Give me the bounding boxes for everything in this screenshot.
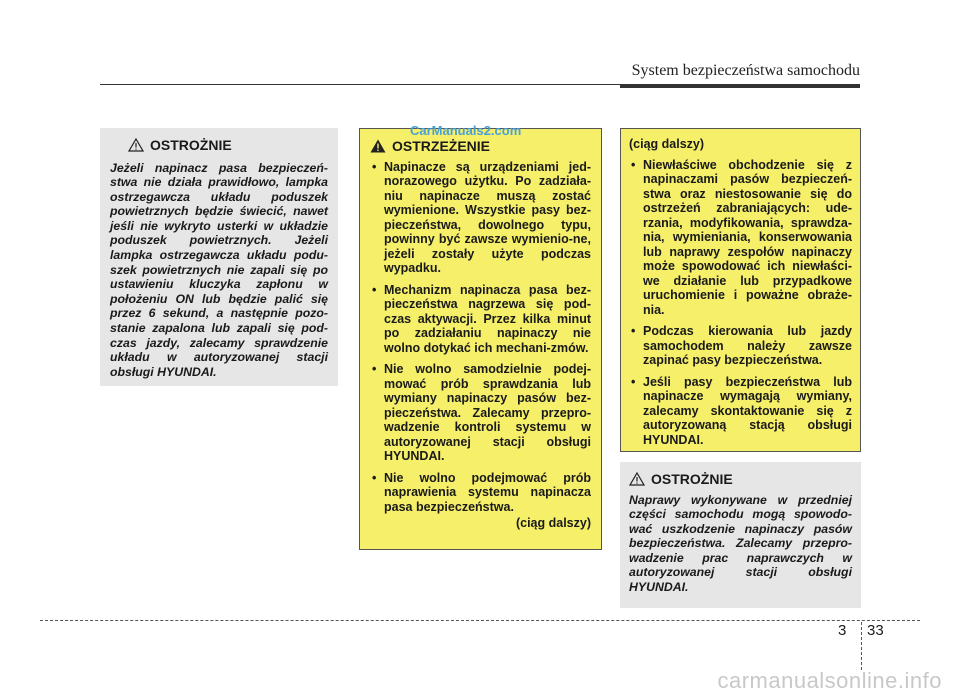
list-item: • Jeśli pasy bezpieczeństwa lub napinacze wymagają wymiany, zalecamy skontaktowanie się z autoryzowaną stacją obsługi HYUNDAI. [629,375,852,448]
warning-box-right-list [629,158,852,448]
warning-triangle-solid-icon [370,139,386,153]
caution-box-left-title: OSTROŻNIE [150,137,232,153]
list-item: • Napinacze są urządzeniami jed-norazowego użytku. Po zadziała-niu napinacze muszą zostać wymienione. Wszystkie pasy bez-pieczeństwa, dowolnego typu, powinny być zawsze wymienio-ne, jeżeli zostały użyte podczas wypadku. [370,160,591,276]
warning-box-middle-list [370,160,591,515]
caution-box-left [100,128,338,386]
page-header-title: System bezpieczeństwa samochodu [631,62,860,79]
caution-box-right-text: Naprawy wykonywane w przedniej części samochodu mogą spowodo-wać uszkodzenie napinaczy pasów bezpieczeństwa. Zalecamy przepro-wadzenie prac naprawczych w autoryzowanej stacji obsługi HYUNDAI. [629,492,852,594]
list-item: • Nie wolno samodzielnie podej-mować prób sprawdzania lub wymiany napinaczy pasów bez-pieczeństwa. Zalecamy przepro-wadzenie kontroli systemu w autoryzowanej stacji obsługi HYUNDAI. [370,362,591,464]
watermark-top: CarManuals2.com [410,123,522,138]
continued-label: (ciąg dalszy) [515,516,591,530]
warning-box-right [620,128,861,452]
section-number: 3 [838,622,847,639]
header-accent-bar [620,84,860,88]
list-item: • Mechanizm napinacza pasa bez-pieczeństwa nagrzewa się pod-czas aktywacji. Przez kilka minut po zadziałaniu napinaczy nie wolno dotykać ich mechani-zmów. [370,283,591,356]
caution-box-right-title: OSTROŻNIE [651,471,733,487]
list-item: • Podczas kierowania lub jazdy samochodem należy zawsze zapinać pasy bezpieczeństwa. [629,324,852,368]
warning-box-middle-title: OSTRZEŻENIE [392,138,491,154]
warning-box-middle-header [370,139,591,154]
footer-page-divider [861,622,862,670]
continued-label: (ciąg dalszy) [629,137,705,151]
warning-triangle-outline-icon [128,138,144,152]
caution-box-left-header [110,138,328,153]
caution-box-right-header [629,472,852,487]
list-item: • Nie wolno podejmować prób naprawienia systemu napinacza pasa bezpieczeństwa. [370,471,591,515]
page-number: 33 [867,622,884,639]
warning-triangle-outline-icon [629,472,645,486]
caution-box-left-text: Jeżeli napinacz pasa bezpieczeń-stwa nie działa prawidłowo, lampka ostrzegawcza układu poduszek powietrznych będzie świecić, nawet jeśli nie wykryto usterki w układzie poduszek powietrznych. Jeżeli lampka ostrzegawcza układu podu-szek powietrznych nie zapali się po ustawieniu kluczyka zapłonu w położeniu ON lub będzie palić się przez 6 sekund, a następnie pozo-stanie zapalona lub zapali się pod-czas jazdy, zalecamy sprawdzenie układu w autoryzowanej stacji obsługi HYUNDAI. [110,160,328,379]
caution-box-right [620,462,861,608]
watermark-bottom: carmanualsonline.info [717,668,942,693]
footer-divider [40,620,920,621]
warning-box-middle [359,128,602,550]
list-item: • Niewłaściwe obchodzenie się z napinaczami pasów bezpieczeń-stwa oraz niestosowanie się do ostrzeżeń zabraniających: ude-rzania, modyfikowania, sprawdza-nia, wymieniania, konserwowania lub naprawy zespołów napinaczy może spowodować ich niewłaści-we działanie lub przypadkowe uruchomienie i poważne obraże-nia. [629,158,852,318]
